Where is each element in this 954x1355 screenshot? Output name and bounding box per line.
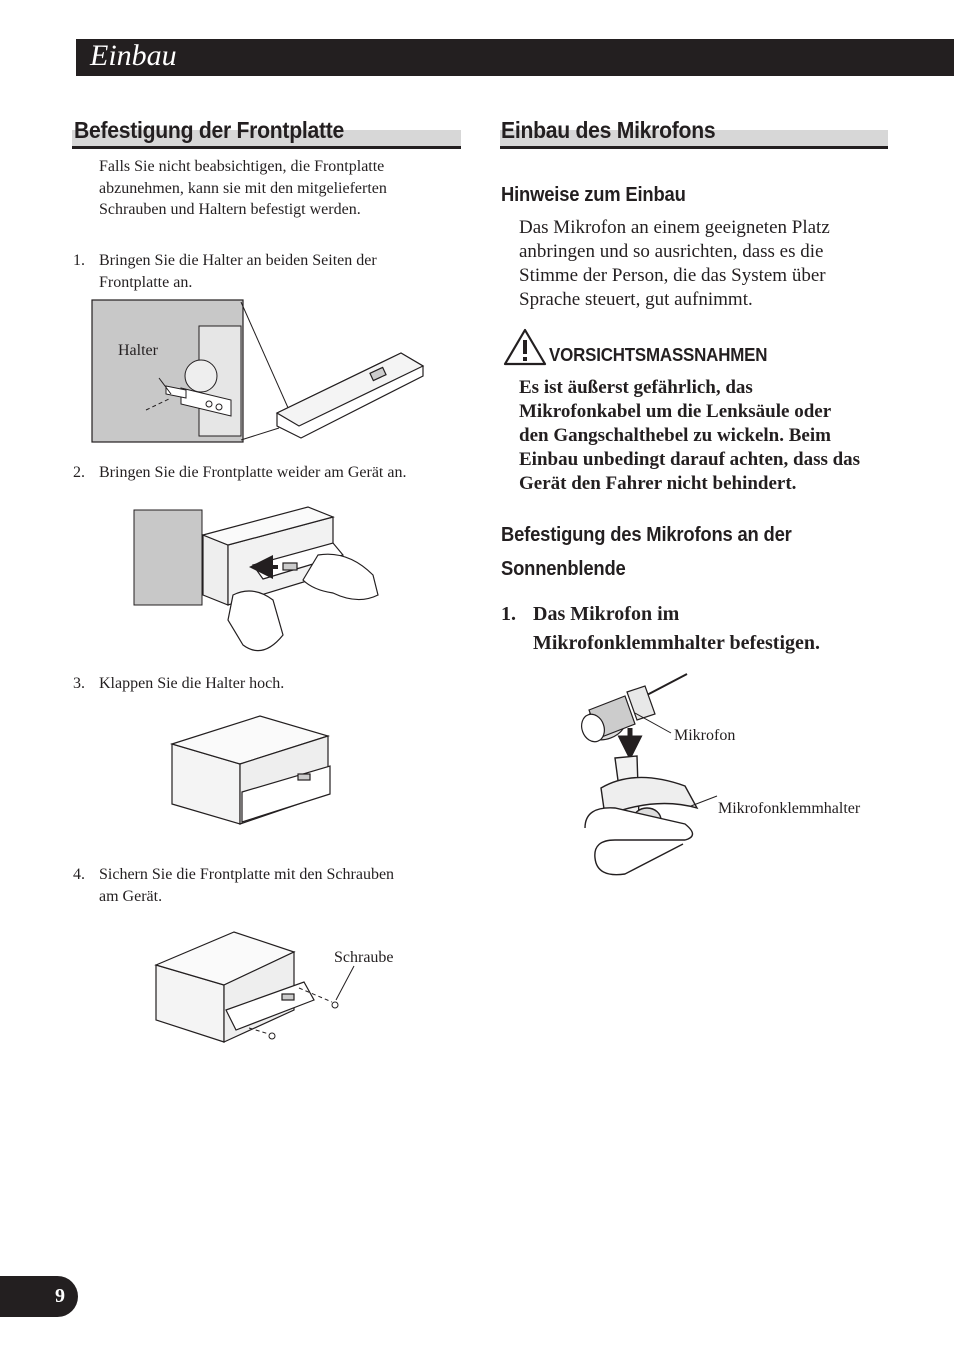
step-4-text: Sichern Sie die Frontplatte mit den Schrauben am Gerät. [99, 866, 395, 905]
mic-step-text: Das Mikrofon im Mikrofonklemmhalter befestigen. [533, 603, 821, 654]
caution-title: VORSICHTSMASSNAHMEN [549, 345, 768, 365]
figure-screw-fasten [154, 930, 414, 1045]
label-klemmhalter: Mikrofonklemmhalter [718, 800, 861, 817]
right-heading-rule [500, 146, 888, 149]
step-3-number: 3. [73, 675, 85, 692]
mic-step-number: 1. [501, 603, 516, 625]
right-section-heading: Einbau des Mikrofons [501, 117, 716, 143]
header-bar [70, 39, 954, 76]
step-3-text: Klappen Sie die Halter hoch. [99, 675, 285, 692]
label-schraube: Schraube [334, 949, 394, 966]
step-1-number: 1. [73, 252, 85, 269]
step-2-text: Bringen Sie die Frontplatte weider am Gerät an. [99, 464, 407, 481]
page-title: Einbau [90, 39, 177, 72]
label-halter: Halter [118, 342, 158, 359]
left-intro-text: Falls Sie nicht beabsichtigen, die Frontplatte abzunehmen, kann sie mit den mitgelieferten Schrauben und Haltern befestigt werden. [99, 158, 387, 218]
step-1-text: Bringen Sie die Halter an beiden Seiten der Frontplatte an. [99, 252, 377, 291]
left-heading-rule [72, 146, 461, 149]
step-2-number: 2. [73, 464, 85, 481]
figure-frontplate-attach [133, 495, 383, 665]
hinweise-text: Das Mikrofon an einem geeigneten Platz anbringen und so ausrichten, dass es die Stimme der Person, die das System über Sprache steuert, gut aufnimmt. [519, 217, 830, 310]
step-4-number: 4. [73, 866, 85, 883]
header-bar-notch [70, 39, 76, 76]
label-mikrofon: Mikrofon [674, 727, 736, 744]
warning-triangle-icon [503, 328, 547, 366]
subheading-hinweise: Hinweise zum Einbau [501, 184, 686, 206]
figure-halter-attach [91, 298, 431, 443]
page-number: 9 [55, 1285, 65, 1307]
figure-mic-clip [575, 668, 885, 883]
subheading-sonnenblende: Befestigung des Mikrofons an der Sonnenblende [501, 524, 792, 580]
left-section-heading: Befestigung der Frontplatte [74, 117, 344, 143]
figure-fold-halter [170, 714, 335, 829]
page-number-tab [0, 1276, 78, 1317]
caution-text: Es ist äußerst gefährlich, das Mikrofonkabel um die Lenksäule oder den Gangschalthebel zu wickeln. Beim Einbau unbedingt darauf achten, dass das Gerät den Fahrer nicht behindert. [519, 377, 861, 494]
